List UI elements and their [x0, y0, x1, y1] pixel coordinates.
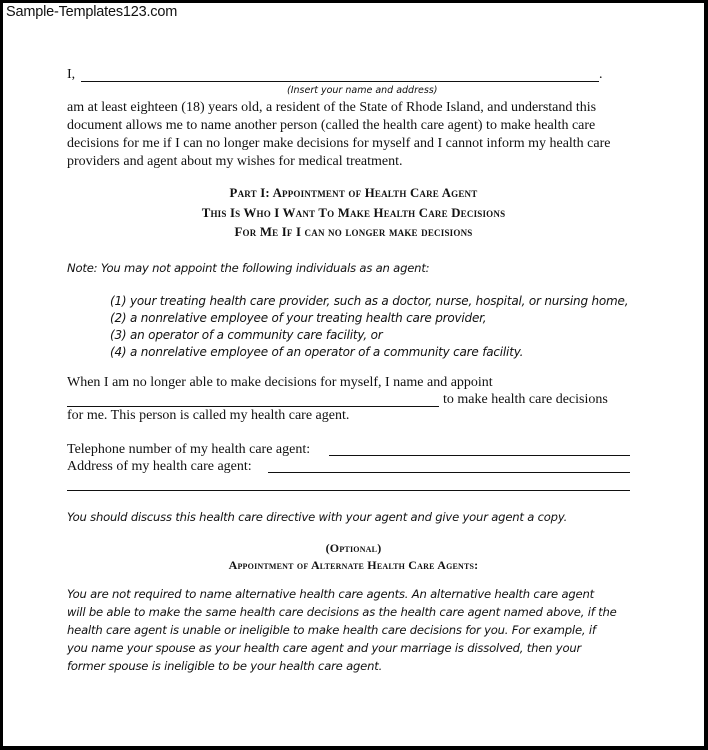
watermark: Sample-Templates123.com	[6, 4, 178, 20]
appoint-line: When I am no longer able to make decisions for myself, I name and appoint	[67, 375, 493, 390]
optional-heading-line: (Optional)	[325, 541, 382, 555]
agent-note: Note: You may not appoint the following individuals as an agent:	[67, 261, 430, 275]
optional-heading-line: Appointment of Alternate Health Care Agents:	[228, 558, 479, 572]
optional-paragraph-line: You are not required to name alternative health care agents. An alternative health care agent	[67, 587, 594, 601]
intro-line: decisions for me if I can no longer make decisions for myself and I cannot inform my health care	[67, 136, 611, 151]
document-page	[3, 3, 704, 746]
address-field[interactable]	[268, 472, 630, 473]
telephone-field[interactable]	[329, 455, 630, 456]
part1-heading-line: This Is Who I Want To Make Health Care Decisions	[201, 206, 506, 220]
intro-line: providers and agent about my wishes for medical treatment.	[67, 154, 403, 169]
discuss-note: You should discuss this health care directive with your agent and give your agent a copy.	[67, 510, 568, 524]
optional-paragraph-line: health care agent is unable or ineligible to make health care decisions for you. For example, if	[67, 623, 596, 637]
telephone-label: Telephone number of my health care agent:	[67, 442, 311, 457]
intro-line: document allows me to name another person (called the health care agent) to make health care	[67, 118, 596, 133]
excluded-item: (4) a nonrelative employee of an operator of a community care facility.	[110, 345, 524, 359]
name-address-field[interactable]	[81, 81, 599, 82]
name-hint: (Insert your name and address)	[287, 85, 438, 96]
intro-prefix: I,	[67, 67, 76, 82]
intro-suffix: .	[599, 67, 603, 82]
appoint-line: for me. This person is called my health care agent.	[67, 408, 350, 423]
intro-line: am at least eighteen (18) years old, a resident of the State of Rhode Island, and understand this	[67, 100, 597, 115]
excluded-item: (3) an operator of a community care facility, or	[110, 328, 383, 342]
excluded-item: (2) a nonrelative employee of your treating health care provider,	[110, 311, 487, 325]
excluded-item: (1) your treating health care provider, such as a doctor, nurse, hospital, or nursing home,	[110, 294, 629, 308]
appoint-line-suffix: to make health care decisions	[443, 392, 608, 407]
optional-paragraph-line: will be able to make the same health care decisions as the health care agent named above, if the	[67, 605, 617, 619]
agent-name-field[interactable]	[67, 406, 439, 407]
optional-paragraph-line: former spouse is ineligible to be your health care agent.	[67, 659, 383, 673]
part1-heading-line: Part I: Appointment of Health Care Agent	[229, 186, 478, 200]
address-field-line2[interactable]	[67, 490, 630, 491]
address-label: Address of my health care agent:	[67, 459, 252, 474]
optional-paragraph-line: you name your spouse as your health care agent and your marriage is dissolved, then your	[67, 641, 582, 655]
part1-heading-line: For Me If I can no longer make decisions	[234, 225, 473, 239]
